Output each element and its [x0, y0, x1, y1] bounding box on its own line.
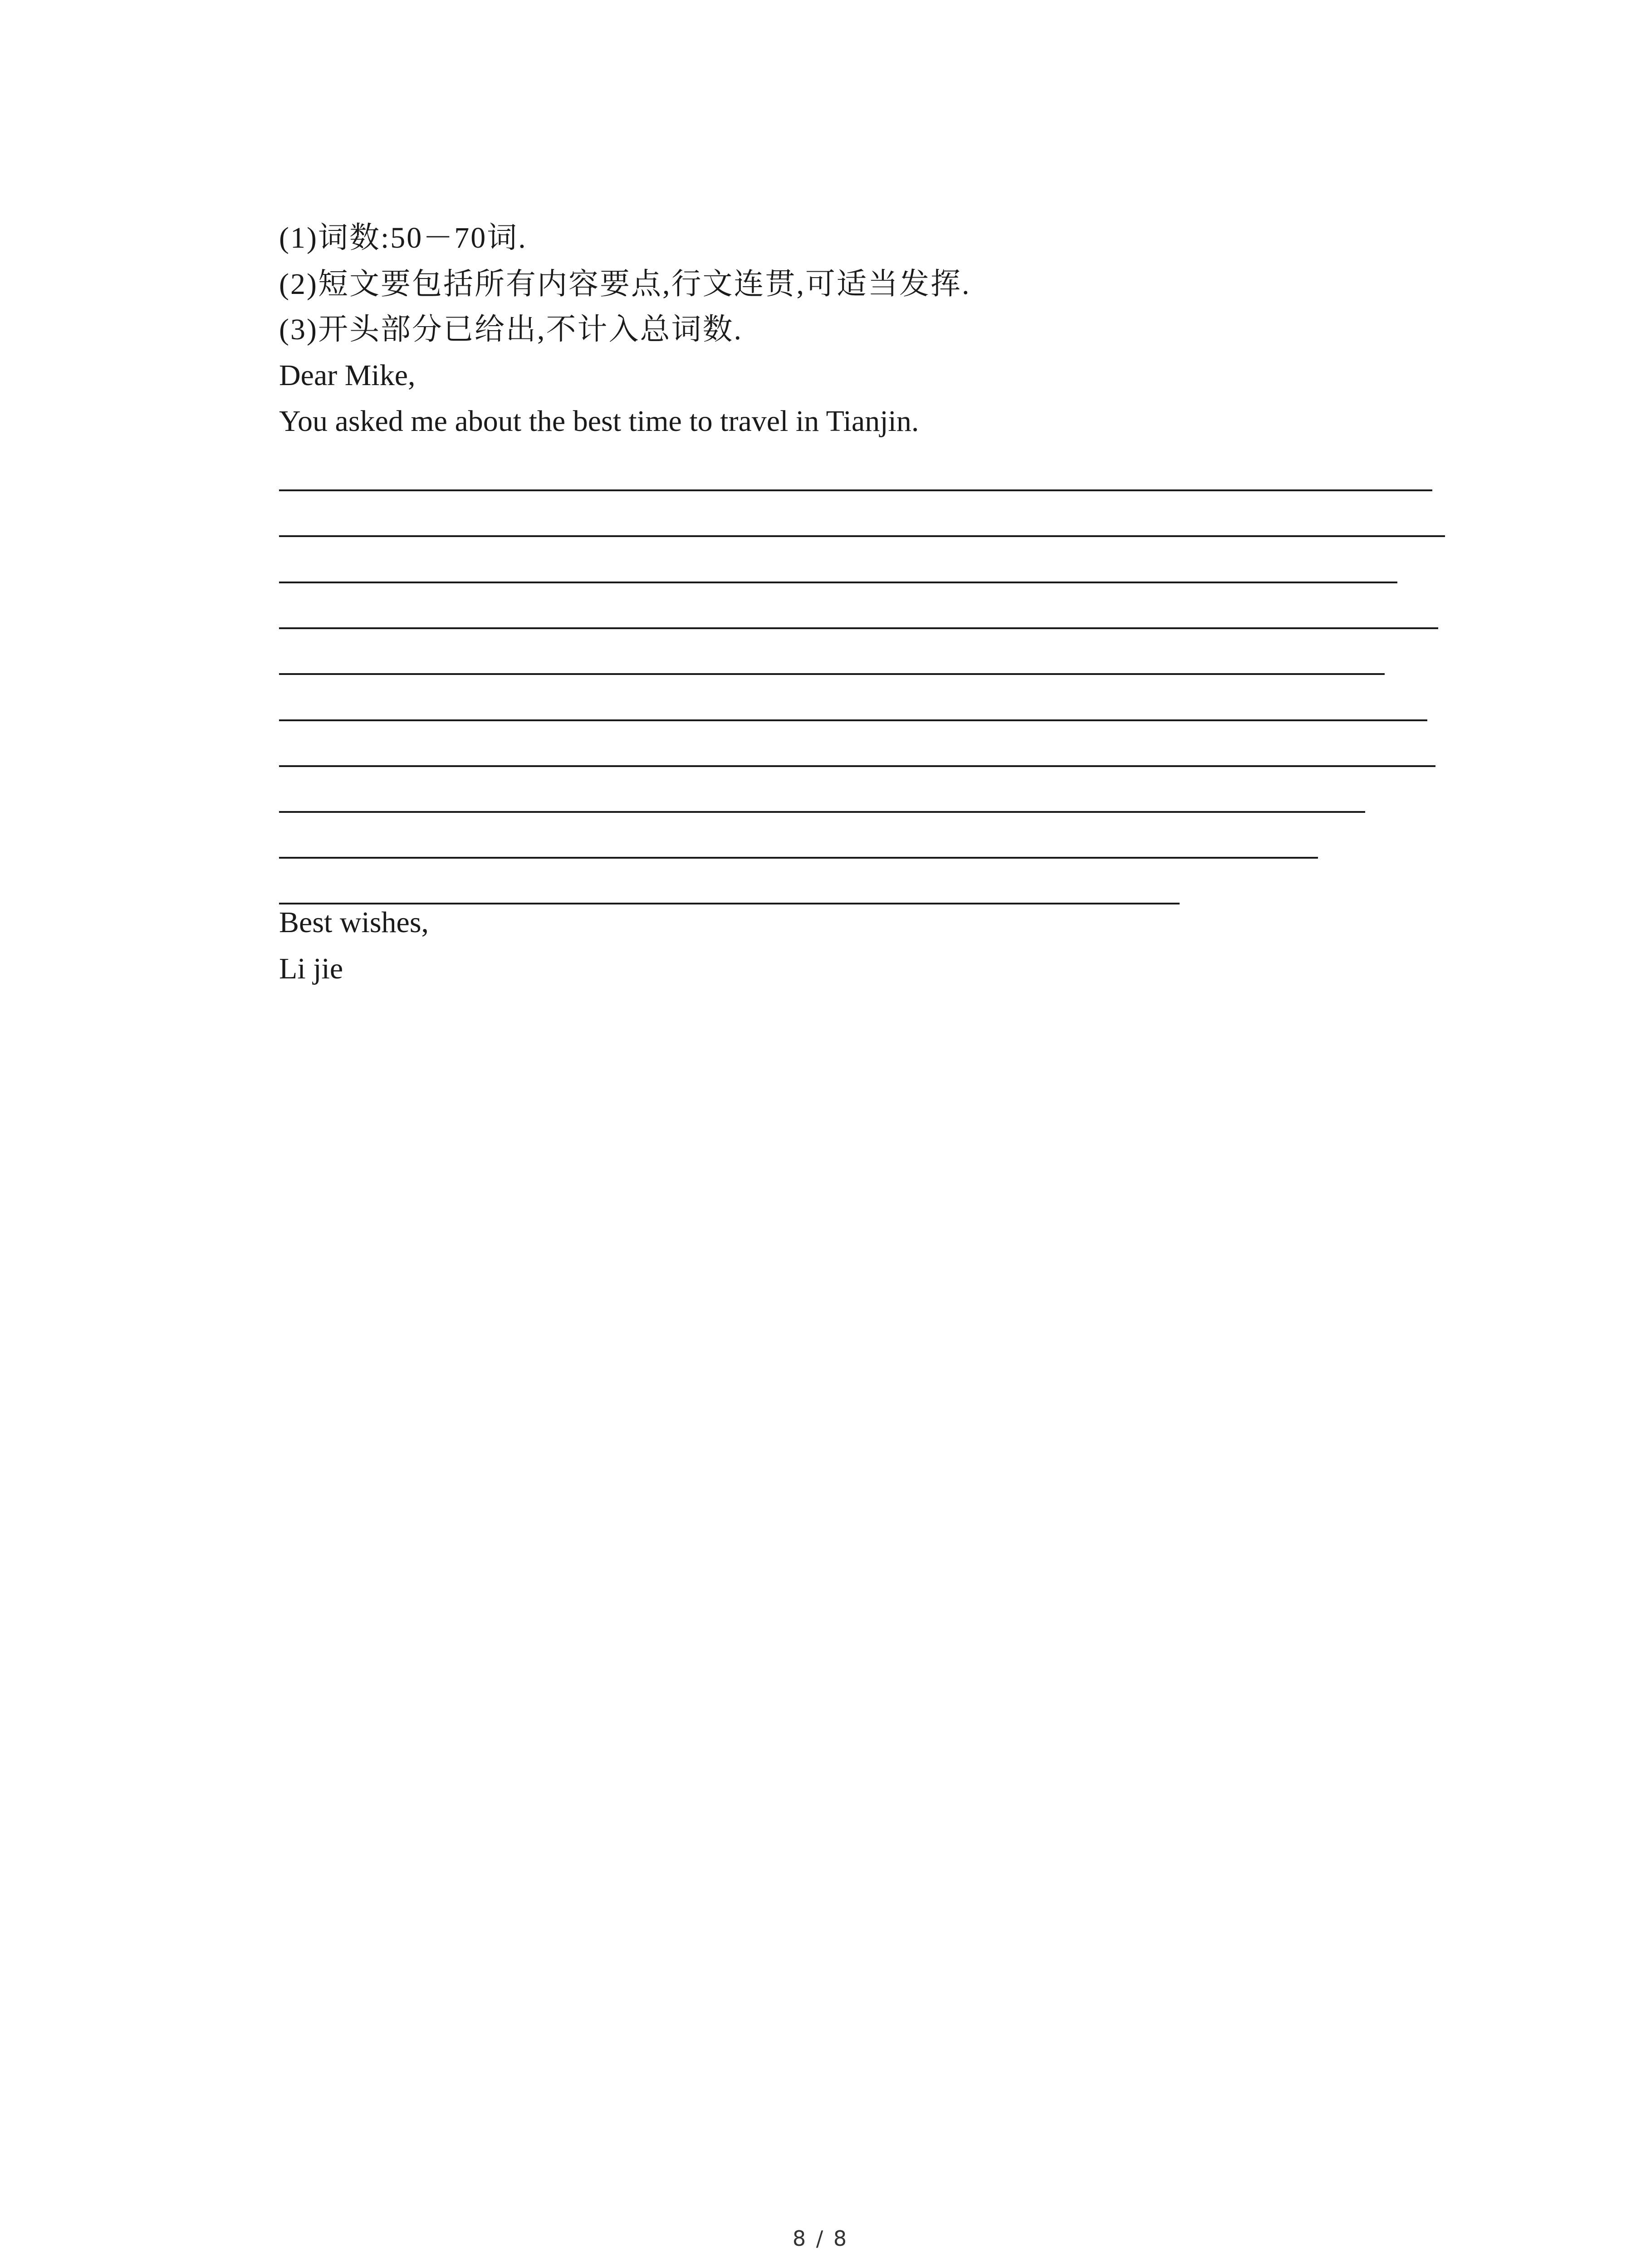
writing-line[interactable] — [279, 582, 1397, 583]
letter-closing: Best wishes, — [279, 906, 429, 939]
letter-signature: Li jie — [279, 952, 343, 985]
writing-line[interactable] — [279, 673, 1385, 675]
requirement-opening-given: (3)开头部分已给出,不计入总词数. — [279, 313, 743, 346]
writing-line[interactable] — [279, 857, 1318, 859]
writing-line[interactable] — [279, 765, 1435, 767]
writing-line[interactable] — [279, 489, 1432, 491]
letter-greeting: Dear Mike, — [279, 359, 416, 392]
letter-intro: You asked me about the best time to travel in Tianjin. — [279, 405, 919, 438]
writing-line[interactable] — [279, 811, 1365, 813]
writing-line[interactable] — [279, 627, 1438, 629]
requirement-content-points: (2)短文要包括所有内容要点,行文连贯,可适当发挥. — [279, 268, 971, 301]
writing-line[interactable] — [279, 535, 1445, 537]
writing-line[interactable] — [279, 719, 1427, 721]
page-number: 8 / 8 — [792, 2226, 849, 2251]
requirement-word-count: (1)词数:50－70词. — [279, 221, 527, 254]
